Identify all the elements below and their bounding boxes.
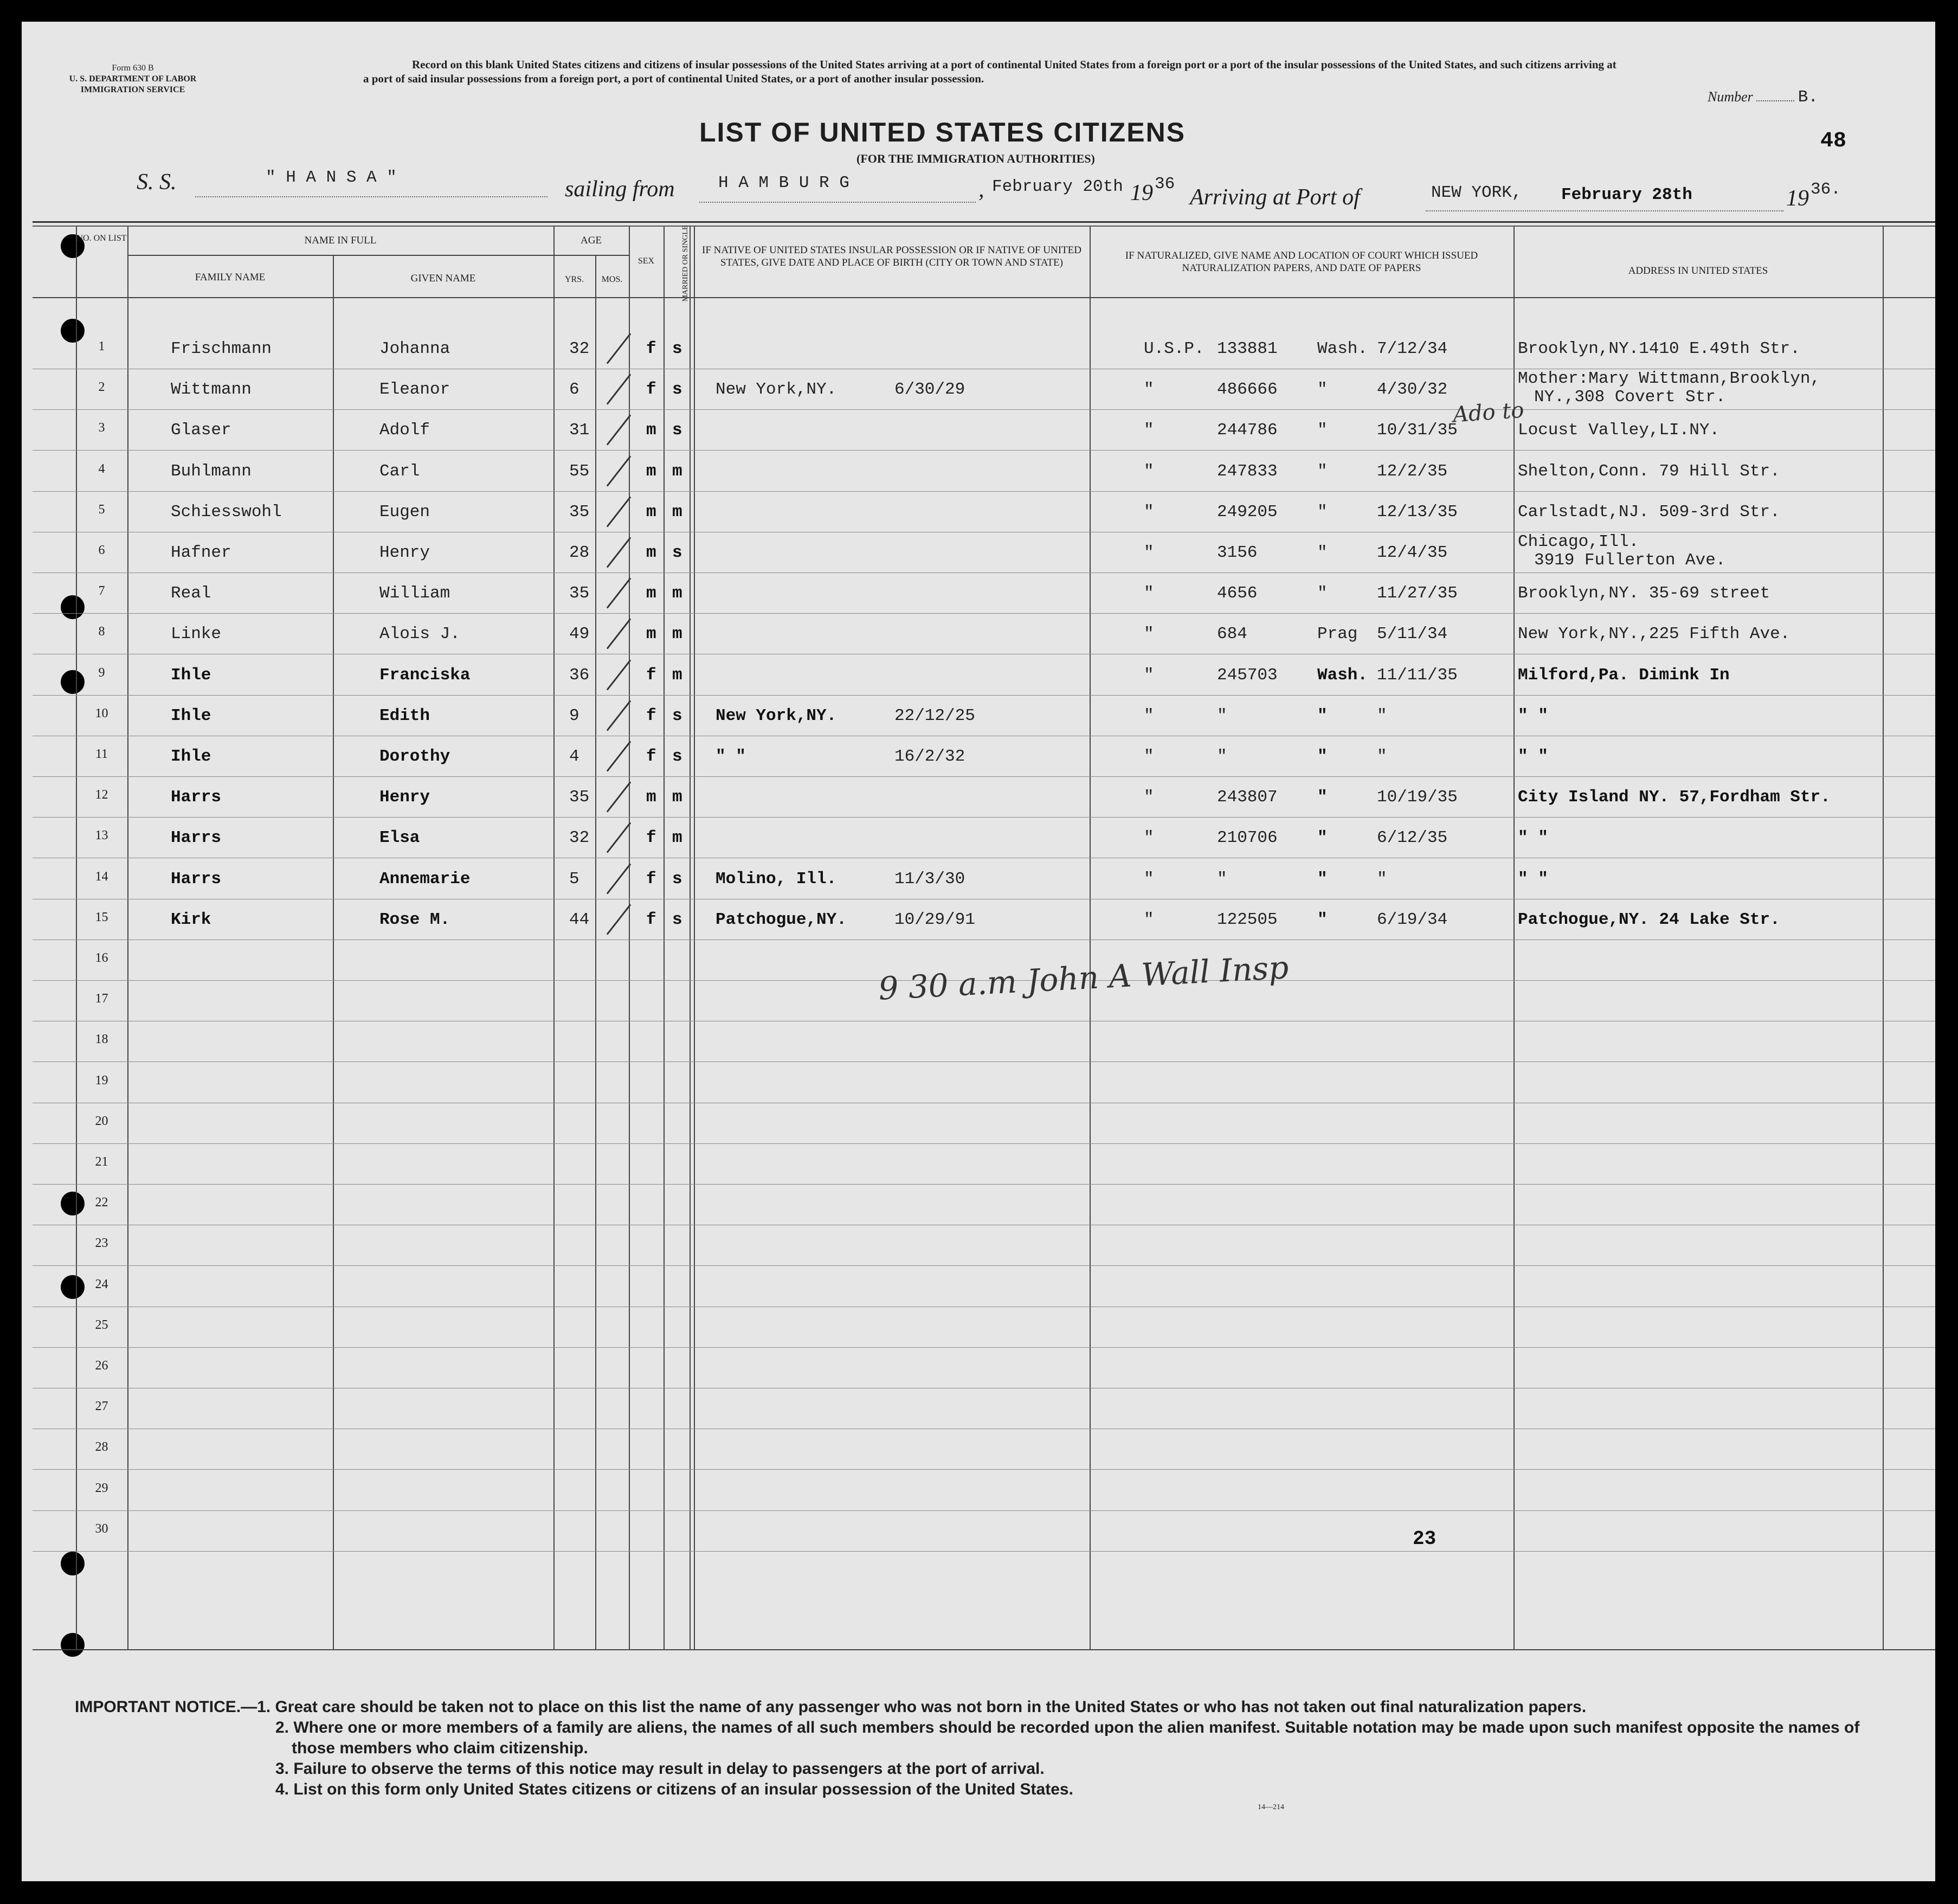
header-native: IF NATIVE OF UNITED STATES INSULAR POSSESSION OR IF NATIVE OF UNITED STATES, GIVE DATE AND PLACE OF BIRTH (CITY OR TOWN AND STATE) [702, 245, 1081, 268]
cell-sex: f [646, 747, 656, 766]
cell-addr1: Brooklyn,NY.1410 E.49th Str. [1518, 339, 1800, 358]
cell-sex: m [646, 502, 656, 522]
row-number: 30 [95, 1521, 108, 1536]
cell-age: 31 [569, 421, 590, 440]
cell-addr1: Chicago,Ill. [1518, 532, 1639, 551]
header-name-in-full: NAME IN FULL [304, 235, 377, 246]
departure-year: 36 [1155, 175, 1175, 194]
cell-paper-no: 122505 [1217, 910, 1278, 929]
cell-given: Edith [379, 706, 430, 725]
row-rule [33, 613, 1935, 614]
cell-age: 28 [569, 543, 590, 562]
row-rule [33, 491, 1935, 492]
punch-hole [61, 595, 85, 619]
slash-mark [607, 741, 631, 771]
cell-sex: m [646, 461, 656, 481]
cell-family: Wittmann [171, 380, 252, 400]
row-rule [33, 817, 1935, 818]
cell-sex: m [646, 421, 656, 440]
punch-hole [61, 1633, 85, 1657]
punch-hole [61, 1552, 85, 1575]
row-rule [33, 695, 1935, 696]
cell-paper-date: 7/12/34 [1377, 339, 1448, 358]
cell-addr2: 3919 Fullerton Ave. [1534, 551, 1726, 570]
cell-court-loc: " [1317, 461, 1328, 481]
arrival-year-prefix: 19 [1786, 186, 1809, 211]
header-address: ADDRESS IN UNITED STATES [1628, 265, 1768, 276]
cell-family: Frischmann [171, 339, 272, 358]
cell-birth-place: New York,NY. [716, 380, 837, 400]
cell-age: 32 [569, 339, 590, 358]
arrival-year: 36. [1811, 180, 1841, 199]
cell-court-loc: " [1317, 828, 1328, 848]
header-married-single: MARRIED OR SINGLE [681, 225, 690, 302]
row-number: 14 [95, 869, 108, 884]
margin-note: Ado to [1452, 397, 1525, 428]
cell-court-loc: " [1317, 584, 1328, 603]
cell-age: 55 [569, 461, 590, 481]
row-rule [33, 409, 1935, 410]
cell-court-loc: Wash. [1317, 665, 1368, 685]
cell-sex: f [646, 665, 656, 685]
ship-name: " H A N S A " [266, 168, 397, 187]
slash-mark [607, 374, 631, 405]
notice-item-4: 4. List on this form only United States citizens or citizens of an insular possession of the United States. [275, 1780, 1073, 1798]
row-number: 2 [98, 380, 105, 395]
table-bottom-rule [33, 1649, 1935, 1650]
slash-mark [607, 904, 631, 935]
row-number: 12 [95, 788, 108, 802]
row-number: 18 [95, 1032, 108, 1047]
manifest-page: Form 630 B U. S. DEPARTMENT OF LABOR IMMIGRATION SERVICE Record on this blank United States citizens and citizens of insular possessions of the United States arriving at a port of continental United States from a foreign port or a port of the insular possessions of the United States, and such citizens arriving at a port of said insular possessions from a foreign port, a port of continental United States, or a port of another insular possession. Number B. 48 LIST OF UNITED STATES CITIZENS (FOR THE IMMIGRATION AUTHORITIES) S. S. " H A N S A " sailing from H A M B U R G , February 20th 19 36 Arriving at Port of NEW YORK, February 28th 19 36. NO. ON LIST NAME IN FULL FAMILY NAME GIVEN NAME AGE YRS. MOS. SEX MARRIED OR SINGLE IF NATIVE OF UNITED STATES INSULAR POSSESSION OR IF NATIVE OF UNITED STATES, GIVE DATE AND PLACE OF BIRTH (CITY OR TOWN AND STATE) IF NATURALIZED, GIVE NAME AND LOCATION OF COURT WHICH ISSUED NATURALIZATION PAPERS, AND DATE OF PAPERS ADDRESS IN UNITED STATES 1 2 3 4 5 6 7 8 9 10 11 12 13 14 15 16 17 18 19 20 21 22 23 24 25 26 27 28 29 30 Frischmann Johanna 32 f s U.S.P. 133881 Wash. 7/12/34 Brooklyn,NY.1410 E.49th Str. Wittmann Eleanor 6 f s New York,NY. 6/30/29 " 486666 " 4/30/32 Mother:Mary Wittmann,Brooklyn, NY.,308 Covert Str. Glaser Adolf 31 m s " 244786 " 10/31/35 Locust Valley,LI.NY. Buhlmann Carl 55 m m " 247833 " 12/2/35 Shelton,Conn. 79 Hill Str. Schiesswohl Eugen 35 m m " 249205 " 12/13/35 Carlstadt,NJ. 509-3rd Str. Hafner Henry 28 m s " 3156 " 12/4/35 Chicago,Ill. 3919 Fullerton Ave. Real William 35 m m " 4656 " 11/27/35 Brooklyn,NY. 35-69 street Linke Alois J. 49 m m " 684 Prag 5/11/34 New York,NY.,225 Fifth Ave. Ihle Franciska 36 f m " 245703 Wash. 11/11/35 Milford,Pa. Dimink In Ihle Edith 9 f s New York,NY. 22/12/25 " " " " " " Ihle Dorothy 4 f s " " 16/2/32 " " " " " " Harrs Henry 35 m m " 243807 " 10/19/35 City Island NY. 57,Fordham Str. Harrs Elsa 32 f m " 210706 " 6/12/35 " " Harrs Annemarie 5 f s Molino, Ill. 11/3/30 " " " " " " Kirk Rose M. 44 f s Patchogue,NY. 10/29/91 " 122505 " 6/19/34 Patchogue,NY. 24 Lake Str. 9 30 a.m John A Wall Insp Ado to 23 IMPORTANT NOTICE.—1. Great care should be taken not to place on this list the name of any passenger who was not born in the United States or who has not taken out final naturalization papers. 2. Where one or more members of a family are aliens, the names of all such members should be recorded upon the alien manifest. Suitable notation may be made upon such manifest opposite the names of those members who claim citizenship. 3. Failure to observe the terms of this notice may result in delay to passengers at the port of arrival. 4. List on this form only United States citizens or citizens of an insular possession of the United States. 14—214 [22, 22, 1935, 1881]
row-rule [33, 1265, 1935, 1266]
cell-paper-date: " [1377, 747, 1387, 766]
row-rule [33, 450, 1935, 451]
cell-paper-no: 244786 [1217, 421, 1278, 440]
cell-paper-date: 11/27/35 [1377, 584, 1458, 603]
row-number: 4 [98, 461, 105, 476]
row-rule [33, 776, 1935, 777]
cell-age: 44 [569, 910, 590, 929]
cell-court-loc: " [1317, 421, 1328, 440]
cell-sex: f [646, 910, 656, 929]
cell-court: " [1144, 788, 1154, 807]
cell-paper-date: 12/2/35 [1377, 461, 1448, 481]
cell-given: Franciska [379, 665, 471, 685]
cell-court-loc: " [1317, 706, 1328, 725]
row-number: 25 [95, 1317, 108, 1332]
row-number: 28 [95, 1440, 108, 1455]
cell-paper-no: 133881 [1217, 339, 1278, 358]
cell-court: " [1144, 747, 1154, 766]
cell-age: 36 [569, 665, 590, 685]
cell-court-loc: " [1317, 910, 1328, 929]
header-yrs: YRS. [564, 275, 584, 284]
cell-court-loc: " [1317, 869, 1328, 889]
cell-addr1: " " [1518, 747, 1548, 766]
cell-court: " [1144, 380, 1154, 400]
cell-paper-no: " [1217, 869, 1227, 889]
header-family-name: FAMILY NAME [195, 272, 266, 283]
cell-ms: m [672, 625, 682, 644]
cell-court: " [1144, 910, 1154, 929]
cell-birth-date: 11/3/30 [894, 869, 965, 889]
cell-addr1: Carlstadt,NJ. 509-3rd Str. [1518, 502, 1780, 522]
header-given-name: GIVEN NAME [410, 273, 476, 284]
cell-court: U.S.P. [1144, 339, 1205, 358]
cell-birth-date: 16/2/32 [894, 747, 965, 766]
cell-age: 5 [569, 869, 579, 889]
row-number: 11 [95, 747, 108, 761]
cell-age: 35 [569, 502, 590, 522]
cell-ms: m [672, 461, 682, 481]
cell-family: Buhlmann [171, 461, 252, 481]
cell-given: Annemarie [379, 869, 471, 889]
cell-age: 9 [569, 706, 579, 725]
cell-court: " [1144, 665, 1154, 685]
slash-mark [607, 537, 631, 568]
cell-sex: m [646, 543, 656, 562]
slash-mark [607, 333, 631, 364]
cell-addr2: NY.,308 Covert Str. [1534, 388, 1726, 407]
cell-ms: m [672, 828, 682, 848]
header-no-on-list: NO. ON LIST [76, 234, 127, 243]
cell-paper-no: 4656 [1217, 584, 1258, 603]
row-number: 15 [95, 910, 108, 924]
header-mos: MOS. [601, 275, 623, 284]
cell-paper-date: 4/30/32 [1377, 380, 1448, 400]
cell-paper-date: 10/31/35 [1377, 421, 1458, 440]
cell-court: " [1144, 584, 1154, 603]
cell-ms: m [672, 788, 682, 807]
cell-paper-date: " [1377, 706, 1387, 725]
cell-paper-date: " [1377, 869, 1387, 889]
notice-item-3: 3. Failure to observe the terms of this notice may result in delay to passengers at the port of arrival. [275, 1760, 1045, 1778]
inspector-signature: 9 30 a.m John A Wall Insp [877, 949, 1290, 1007]
cell-court: " [1144, 625, 1154, 644]
cell-family: Ihle [171, 665, 211, 685]
cell-court-loc: " [1317, 747, 1328, 766]
cell-paper-date: 11/11/35 [1377, 665, 1458, 685]
cell-family: Glaser [171, 421, 231, 440]
arriving-label: Arriving at Port of [1190, 185, 1360, 210]
row-number: 8 [98, 625, 105, 639]
cell-ms: m [672, 502, 682, 522]
cell-given: Henry [379, 788, 430, 807]
row-rule [33, 1143, 1935, 1144]
row-number: 16 [95, 951, 108, 965]
row-rule [33, 1551, 1935, 1552]
slash-mark [607, 578, 631, 609]
row-number: 21 [95, 1155, 108, 1169]
cell-ms: m [672, 665, 682, 685]
cell-given: Eugen [379, 502, 430, 522]
department-name: U. S. DEPARTMENT OF LABOR [69, 74, 197, 83]
slash-mark [607, 496, 631, 527]
cell-birth-place: New York,NY. [716, 706, 837, 725]
slash-mark [607, 700, 631, 731]
cell-paper-date: 5/11/34 [1377, 625, 1448, 644]
cell-family: Hafner [171, 543, 231, 562]
important-notice [75, 1697, 1864, 1800]
cell-court: " [1144, 828, 1154, 848]
slash-mark [607, 659, 631, 690]
row-rule [33, 1347, 1935, 1348]
cell-court-loc: " [1317, 788, 1328, 807]
cell-paper-date: 6/12/35 [1377, 828, 1448, 848]
row-number: 6 [98, 543, 105, 557]
number-field [1708, 88, 1818, 107]
cell-addr1: Milford,Pa. Dimink In [1518, 665, 1730, 685]
cell-paper-date: 12/13/35 [1377, 502, 1458, 522]
cell-sex: m [646, 788, 656, 807]
slash-mark [607, 415, 631, 446]
slash-mark [607, 822, 631, 853]
cell-addr1: Shelton,Conn. 79 Hill Str. [1518, 461, 1780, 481]
cell-sex: f [646, 339, 656, 358]
row-number: 1 [98, 339, 105, 353]
row-number: 10 [95, 706, 108, 721]
cell-court: " [1144, 421, 1154, 440]
cell-sex: f [646, 869, 656, 889]
row-number: 26 [95, 1359, 108, 1373]
header-naturalized: IF NATURALIZED, GIVE NAME AND LOCATION OF COURT WHICH ISSUED NATURALIZATION PAPERS, AND DATE OF PAPERS [1125, 250, 1478, 274]
row-number: 5 [98, 502, 105, 517]
cell-ms: s [672, 380, 682, 400]
cell-court: " [1144, 706, 1154, 725]
cell-ms: s [672, 747, 682, 766]
sailing-label: sailing from [565, 177, 675, 202]
row-number: 27 [95, 1399, 108, 1414]
cell-ms: s [672, 421, 682, 440]
cell-sex: f [646, 706, 656, 725]
slash-mark [607, 782, 631, 813]
cell-ms: s [672, 910, 682, 929]
page-title: LIST OF UNITED STATES CITIZENS [699, 117, 1186, 147]
cell-sex: m [646, 584, 656, 603]
cell-family: Ihle [171, 706, 211, 725]
cell-paper-no: 245703 [1217, 665, 1278, 685]
cell-given: Carl [379, 461, 420, 481]
departure-year-prefix: 19 [1130, 181, 1153, 205]
cell-paper-no: " [1217, 747, 1227, 766]
row-number: 24 [95, 1277, 108, 1291]
cell-addr1: " " [1518, 706, 1548, 725]
row-number: 22 [95, 1195, 108, 1210]
cell-age: 35 [569, 584, 590, 603]
cell-birth-date: 22/12/25 [894, 706, 975, 725]
page-subtitle: (FOR THE IMMIGRATION AUTHORITIES) [856, 152, 1095, 165]
cell-age: 32 [569, 828, 590, 848]
header-age: AGE [580, 235, 602, 246]
cell-birth-place: Patchogue,NY. [716, 910, 847, 929]
row-number: 23 [95, 1236, 108, 1251]
cell-family: Harrs [171, 869, 222, 889]
cell-addr1: " " [1518, 869, 1548, 889]
form-number: Form 630 B [112, 63, 154, 73]
cell-sex: f [646, 828, 656, 848]
cell-court: " [1144, 502, 1154, 522]
cell-birth-date: 6/30/29 [894, 380, 965, 400]
cell-birth-place: " " [716, 747, 746, 766]
service-name: IMMIGRATION SERVICE [80, 85, 185, 94]
cell-given: Henry [379, 543, 430, 562]
cell-given: William [379, 584, 450, 603]
cell-addr1: Brooklyn,NY. 35-69 street [1518, 584, 1770, 603]
cell-family: Linke [171, 625, 222, 644]
cell-paper-date: 10/19/35 [1377, 788, 1458, 807]
cell-court-loc: " [1317, 543, 1328, 562]
cell-given: Eleanor [379, 380, 450, 400]
cell-addr1: New York,NY.,225 Fifth Ave. [1518, 625, 1790, 644]
row-number: 7 [98, 584, 105, 599]
ss-label: S. S. [137, 170, 177, 195]
row-number: 20 [95, 1114, 108, 1128]
arrival-date: February 28th [1561, 185, 1692, 204]
cell-paper-no: 684 [1217, 625, 1247, 644]
cell-ms: s [672, 706, 682, 725]
cell-paper-no: 486666 [1217, 380, 1278, 400]
row-number: 9 [98, 665, 105, 680]
slash-mark [607, 455, 631, 486]
row-rule [33, 1184, 1935, 1185]
cell-addr1: Mother:Mary Wittmann,Brooklyn, [1518, 369, 1821, 389]
cell-court-loc: Wash. [1317, 339, 1368, 358]
number-label: Number [1708, 89, 1753, 105]
arrival-port: NEW YORK, [1431, 183, 1522, 202]
slash-mark [607, 863, 631, 894]
cell-court: " [1144, 461, 1154, 481]
cell-given: Adolf [379, 421, 430, 440]
cell-age: 49 [569, 625, 590, 644]
cell-age: 4 [569, 747, 579, 766]
table-top-rule-2 [33, 226, 1935, 227]
cell-court-loc: " [1317, 380, 1328, 400]
cell-court-loc: " [1317, 502, 1328, 522]
cell-paper-no: 3156 [1217, 543, 1258, 562]
cell-family: Kirk [171, 910, 211, 929]
row-number: 19 [95, 1073, 108, 1088]
page-stamp: 48 [1820, 129, 1847, 153]
cell-paper-no: 249205 [1217, 502, 1278, 522]
cell-sex: m [646, 625, 656, 644]
cell-family: Real [171, 584, 211, 603]
header-bottom-rule [33, 297, 1935, 298]
cell-given: Rose M. [379, 910, 450, 929]
cell-given: Dorothy [379, 747, 450, 766]
cell-sex: f [646, 380, 656, 400]
cell-ms: m [672, 584, 682, 603]
cell-given: Alois J. [379, 625, 460, 644]
print-code: 14—214 [1258, 1803, 1284, 1811]
departure-date: February 20th [992, 177, 1123, 196]
cell-court: " [1144, 543, 1154, 562]
cell-given: Johanna [379, 339, 450, 358]
cell-age: 35 [569, 788, 590, 807]
cell-paper-no: 247833 [1217, 461, 1278, 481]
cell-family: Harrs [171, 788, 222, 807]
slash-mark [607, 619, 631, 649]
cell-court-loc: Prag [1317, 625, 1358, 644]
cell-birth-place: Molino, Ill. [716, 869, 837, 889]
cell-family: Schiesswohl [171, 502, 282, 522]
notice-label: IMPORTANT NOTICE.—1. [75, 1698, 271, 1716]
cell-court: " [1144, 869, 1154, 889]
row-number: 13 [95, 828, 108, 843]
cell-family: Harrs [171, 828, 222, 848]
row-rule [33, 1469, 1935, 1470]
notice-item-1: Great care should be taken not to place on this list the name of any passenger who was not born in the United States or who has not taken out final naturalization papers. [275, 1698, 1587, 1716]
cell-given: Elsa [379, 828, 420, 848]
row-number: 3 [98, 421, 105, 435]
cell-paper-date: 12/4/35 [1377, 543, 1448, 562]
departure-port: H A M B U R G [718, 173, 849, 192]
number-value: B. [1798, 88, 1818, 107]
header-sex: SEX [637, 256, 655, 266]
cell-age: 6 [569, 380, 579, 400]
cell-addr1: " " [1518, 828, 1548, 848]
cell-addr1: Locust Valley,LI.NY. [1518, 421, 1720, 440]
row-rule [33, 1510, 1935, 1511]
form-preamble: Record on this blank United States citizens and citizens of insular possessions of the United States arriving at a port of continental United States from a foreign port or a port of the insular possessions of the United States, and such citizens arriving at a port of said insular possessions from a foreign port, a port of continental United States, or a port of another insular possession. [363, 58, 1616, 85]
notice-item-2: 2. Where one or more members of a family are aliens, the names of all such members should be recorded upon the alien manifest. Suitable notation may be made upon such manifest opposite the names of those members who claim citizenship. [275, 1719, 1860, 1757]
cell-paper-no: 243807 [1217, 788, 1278, 807]
row-number: 17 [95, 992, 108, 1006]
form-id-block [65, 63, 201, 95]
cell-paper-no: " [1217, 706, 1227, 725]
cell-ms: s [672, 543, 682, 562]
cell-addr1: City Island NY. 57,Fordham Str. [1518, 788, 1831, 807]
cell-paper-no: 210706 [1217, 828, 1278, 848]
page-total: 23 [1413, 1528, 1437, 1550]
cell-birth-date: 10/29/91 [894, 910, 975, 929]
table-top-rule [33, 221, 1935, 223]
cell-family: Ihle [171, 747, 211, 766]
cell-ms: s [672, 869, 682, 889]
cell-addr1: Patchogue,NY. 24 Lake Str. [1518, 910, 1780, 929]
cell-paper-date: 6/19/34 [1377, 910, 1448, 929]
row-number: 29 [95, 1481, 108, 1495]
cell-ms: s [672, 339, 682, 358]
